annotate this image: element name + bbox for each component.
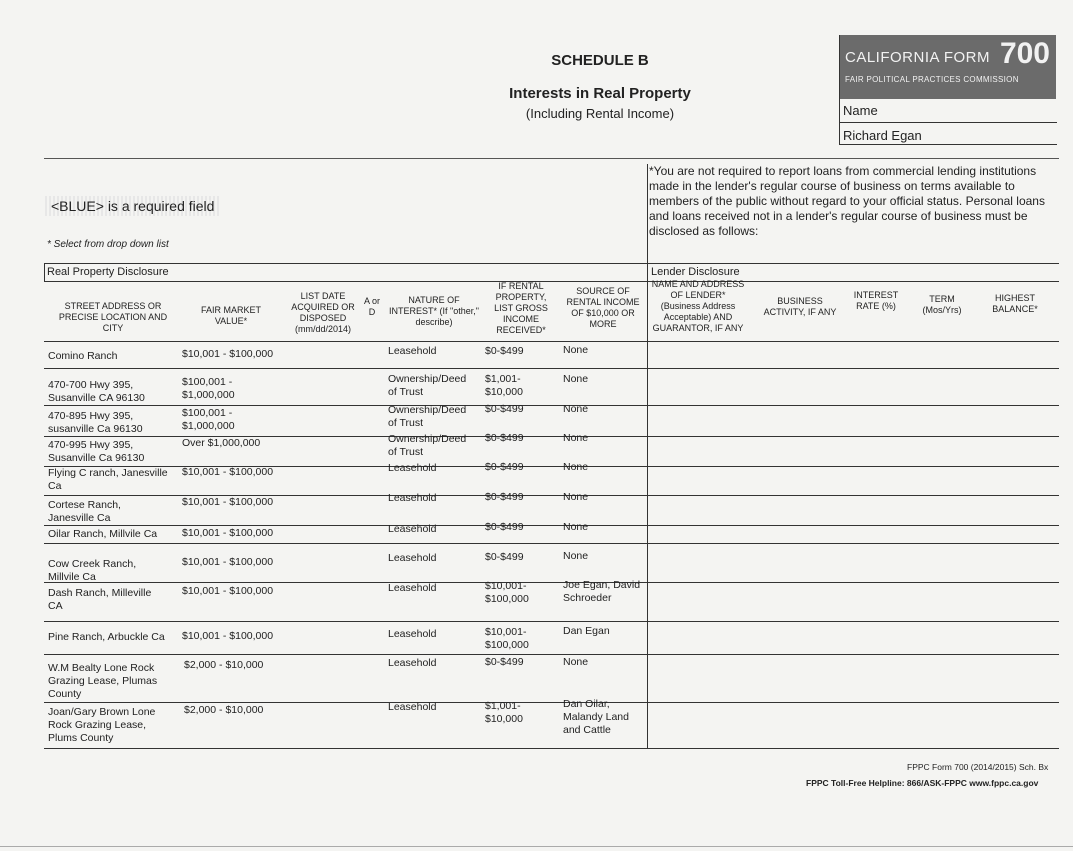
col-street: STREET ADDRESS OR PRECISE LOCATION AND CITY <box>58 301 168 333</box>
row3-income[interactable]: $0-$499 <box>485 403 524 415</box>
commission-name: FAIR POLITICAL PRACTICES COMMISSION <box>845 75 1019 84</box>
row12-income[interactable]: $1,001- $10,000 <box>485 700 523 725</box>
form-reference: FPPC Form 700 (2014/2015) Sch. Bx <box>907 762 1049 772</box>
row5-street[interactable]: Flying C ranch, Janesville Ca <box>48 467 168 492</box>
page-edge <box>0 846 1073 847</box>
row2-nature[interactable]: Ownership/Deed of Trust <box>388 373 467 398</box>
col-date: LIST DATE ACQUIRED OR DISPOSED (mm/dd/2014) <box>291 291 355 334</box>
row8-fmv[interactable]: $10,001 - $100,000 <box>182 556 274 568</box>
row4-nature[interactable]: Ownership/Deed of Trust <box>388 433 467 458</box>
col-fmv: FAIR MARKET VALUE* <box>200 305 261 326</box>
row2-income[interactable]: $1,001- $10,000 <box>485 373 523 398</box>
row9-income[interactable]: $10,001- $100,000 <box>485 580 529 605</box>
col-nature: NATURE OF INTEREST* (If "other," describe) <box>389 295 479 327</box>
row-rule <box>44 621 1059 622</box>
col-rate: INTEREST RATE (%) <box>853 290 899 311</box>
row-rule <box>44 543 1059 544</box>
row7-street[interactable]: Oilar Ranch, Millvile Ca <box>48 528 158 540</box>
row12-source[interactable]: Dan Oilar, Malandy Land and Cattle <box>563 698 629 736</box>
row10-source[interactable]: Dan Egan <box>563 625 610 637</box>
row3-nature[interactable]: Ownership/Deed of Trust <box>388 404 467 429</box>
row12-fmv[interactable]: $2,000 - $10,000 <box>184 704 264 716</box>
row10-income[interactable]: $10,001- $100,000 <box>485 626 529 651</box>
required-field-note: <BLUE> is a required field <box>45 196 220 216</box>
row-rule <box>44 748 1059 749</box>
row6-income[interactable]: $0-$499 <box>485 491 524 503</box>
table-left-border <box>44 263 45 282</box>
helpline: FPPC Toll-Free Helpline: 866/ASK-FPPC www.fppc.ca.gov <box>806 778 1039 788</box>
row2-street[interactable]: 470-700 Hwy 395, Susanville CA 96130 <box>48 379 145 404</box>
lender-note: *You are not required to report loans from commercial lending institutions made in the lender's regular course of business on terms available to members of the public without regard to your official status. Personal loans and loans received not in a lender's regular course of business must be disclosed as follows: <box>649 164 1045 238</box>
row1-street[interactable]: Comino Ranch <box>48 350 118 362</box>
row4-fmv[interactable]: Over $1,000,000 <box>182 437 261 449</box>
row2-source[interactable]: None <box>563 373 589 385</box>
row1-fmv[interactable]: $10,001 - $100,000 <box>182 348 274 360</box>
row11-nature[interactable]: Leasehold <box>388 657 437 669</box>
row11-street[interactable]: W.M Bealty Lone Rock Grazing Lease, Plumas County <box>48 662 158 700</box>
row5-fmv[interactable]: $10,001 - $100,000 <box>182 466 274 478</box>
form-number: 700 <box>999 37 1050 70</box>
col-a-or-d: A or D <box>364 296 381 317</box>
row12-street[interactable]: Joan/Gary Brown Lone Rock Grazing Lease, Plums County <box>48 706 156 744</box>
row6-street[interactable]: Cortese Ranch, Janesville Ca <box>48 499 121 524</box>
row9-street[interactable]: Dash Ranch, Milleville CA <box>48 587 152 612</box>
row8-nature[interactable]: Leasehold <box>388 552 437 564</box>
row9-nature[interactable]: Leasehold <box>388 582 437 594</box>
form-name: CALIFORNIA FORM <box>845 49 991 66</box>
form-subtitle: (Including Rental Income) <box>525 106 675 121</box>
row3-street[interactable]: 470-895 Hwy 395, susanville Ca 96130 <box>48 410 143 435</box>
row11-income[interactable]: $0-$499 <box>485 656 524 668</box>
row12-nature[interactable]: Leasehold <box>388 701 437 713</box>
name-field[interactable]: Richard Egan <box>843 128 922 143</box>
col-term: TERM (Mos/Yrs) <box>922 294 962 315</box>
form-title: Interests in Real Property <box>509 85 691 102</box>
row4-street[interactable]: 470-995 Hwy 395, Susanville Ca 96130 <box>48 439 145 464</box>
lender-divider <box>647 164 648 749</box>
real-property-heading: Real Property Disclosure <box>47 266 169 278</box>
col-rental-income: IF RENTAL PROPERTY, LIST GROSS INCOME RECEIVED* <box>494 281 548 335</box>
name-label: Name <box>843 103 878 118</box>
row5-income[interactable]: $0-$499 <box>485 461 524 473</box>
form-id-box <box>839 35 1056 99</box>
row7-nature[interactable]: Leasehold <box>388 523 437 535</box>
header-bottom-rule <box>44 341 1059 342</box>
row6-source[interactable]: None <box>563 491 589 503</box>
row8-income[interactable]: $0-$499 <box>485 551 524 563</box>
row11-fmv[interactable]: $2,000 - $10,000 <box>184 659 264 671</box>
schedule-title: SCHEDULE B <box>551 52 649 69</box>
row-rule <box>44 654 1059 655</box>
row6-nature[interactable]: Leasehold <box>388 492 437 504</box>
row10-street[interactable]: Pine Ranch, Arbuckle Ca <box>48 631 165 643</box>
row10-fmv[interactable]: $10,001 - $100,000 <box>182 630 274 642</box>
row7-fmv[interactable]: $10,001 - $100,000 <box>182 527 274 539</box>
row7-income[interactable]: $0-$499 <box>485 521 524 533</box>
row3-source[interactable]: None <box>563 403 589 415</box>
col-source: SOURCE OF RENTAL INCOME OF $10,000 OR MORE <box>566 286 640 329</box>
row7-source[interactable]: None <box>563 521 589 533</box>
lender-heading: Lender Disclosure <box>651 266 740 278</box>
row5-source[interactable]: None <box>563 461 589 473</box>
row1-income[interactable]: $0-$499 <box>485 345 524 357</box>
section-top-rule <box>44 263 1059 264</box>
row1-nature[interactable]: Leasehold <box>388 345 437 357</box>
row9-fmv[interactable]: $10,001 - $100,000 <box>182 585 274 597</box>
row1-source[interactable]: None <box>563 344 589 356</box>
row11-source[interactable]: None <box>563 656 589 668</box>
row8-source[interactable]: None <box>563 550 589 562</box>
name-divider <box>839 122 1057 123</box>
col-business: BUSINESS ACTIVITY, IF ANY <box>763 296 837 317</box>
row2-fmv[interactable]: $100,001 - $1,000,000 <box>182 376 235 401</box>
top-rule <box>44 158 1059 159</box>
col-balance: HIGHEST BALANCE* <box>992 293 1038 314</box>
row-rule <box>44 368 1059 369</box>
col-lender-name: NAME AND ADDRESS OF LENDER* (Business Address Acceptable) AND GUARANTOR, IF ANY <box>651 279 745 333</box>
dropdown-note: * Select from drop down list <box>47 239 169 250</box>
row4-income[interactable]: $0-$499 <box>485 432 524 444</box>
row4-source[interactable]: None <box>563 432 589 444</box>
row5-nature[interactable]: Leasehold <box>388 462 437 474</box>
row6-fmv[interactable]: $10,001 - $100,000 <box>182 496 274 508</box>
row3-fmv[interactable]: $100,001 - $1,000,000 <box>182 407 235 432</box>
name-box-border <box>839 35 840 145</box>
row8-street[interactable]: Cow Creek Ranch, Millvile Ca <box>48 558 137 583</box>
row9-source[interactable]: Joe Egan, David Schroeder <box>563 579 641 604</box>
row10-nature[interactable]: Leasehold <box>388 628 437 640</box>
name-underline <box>839 144 1057 145</box>
